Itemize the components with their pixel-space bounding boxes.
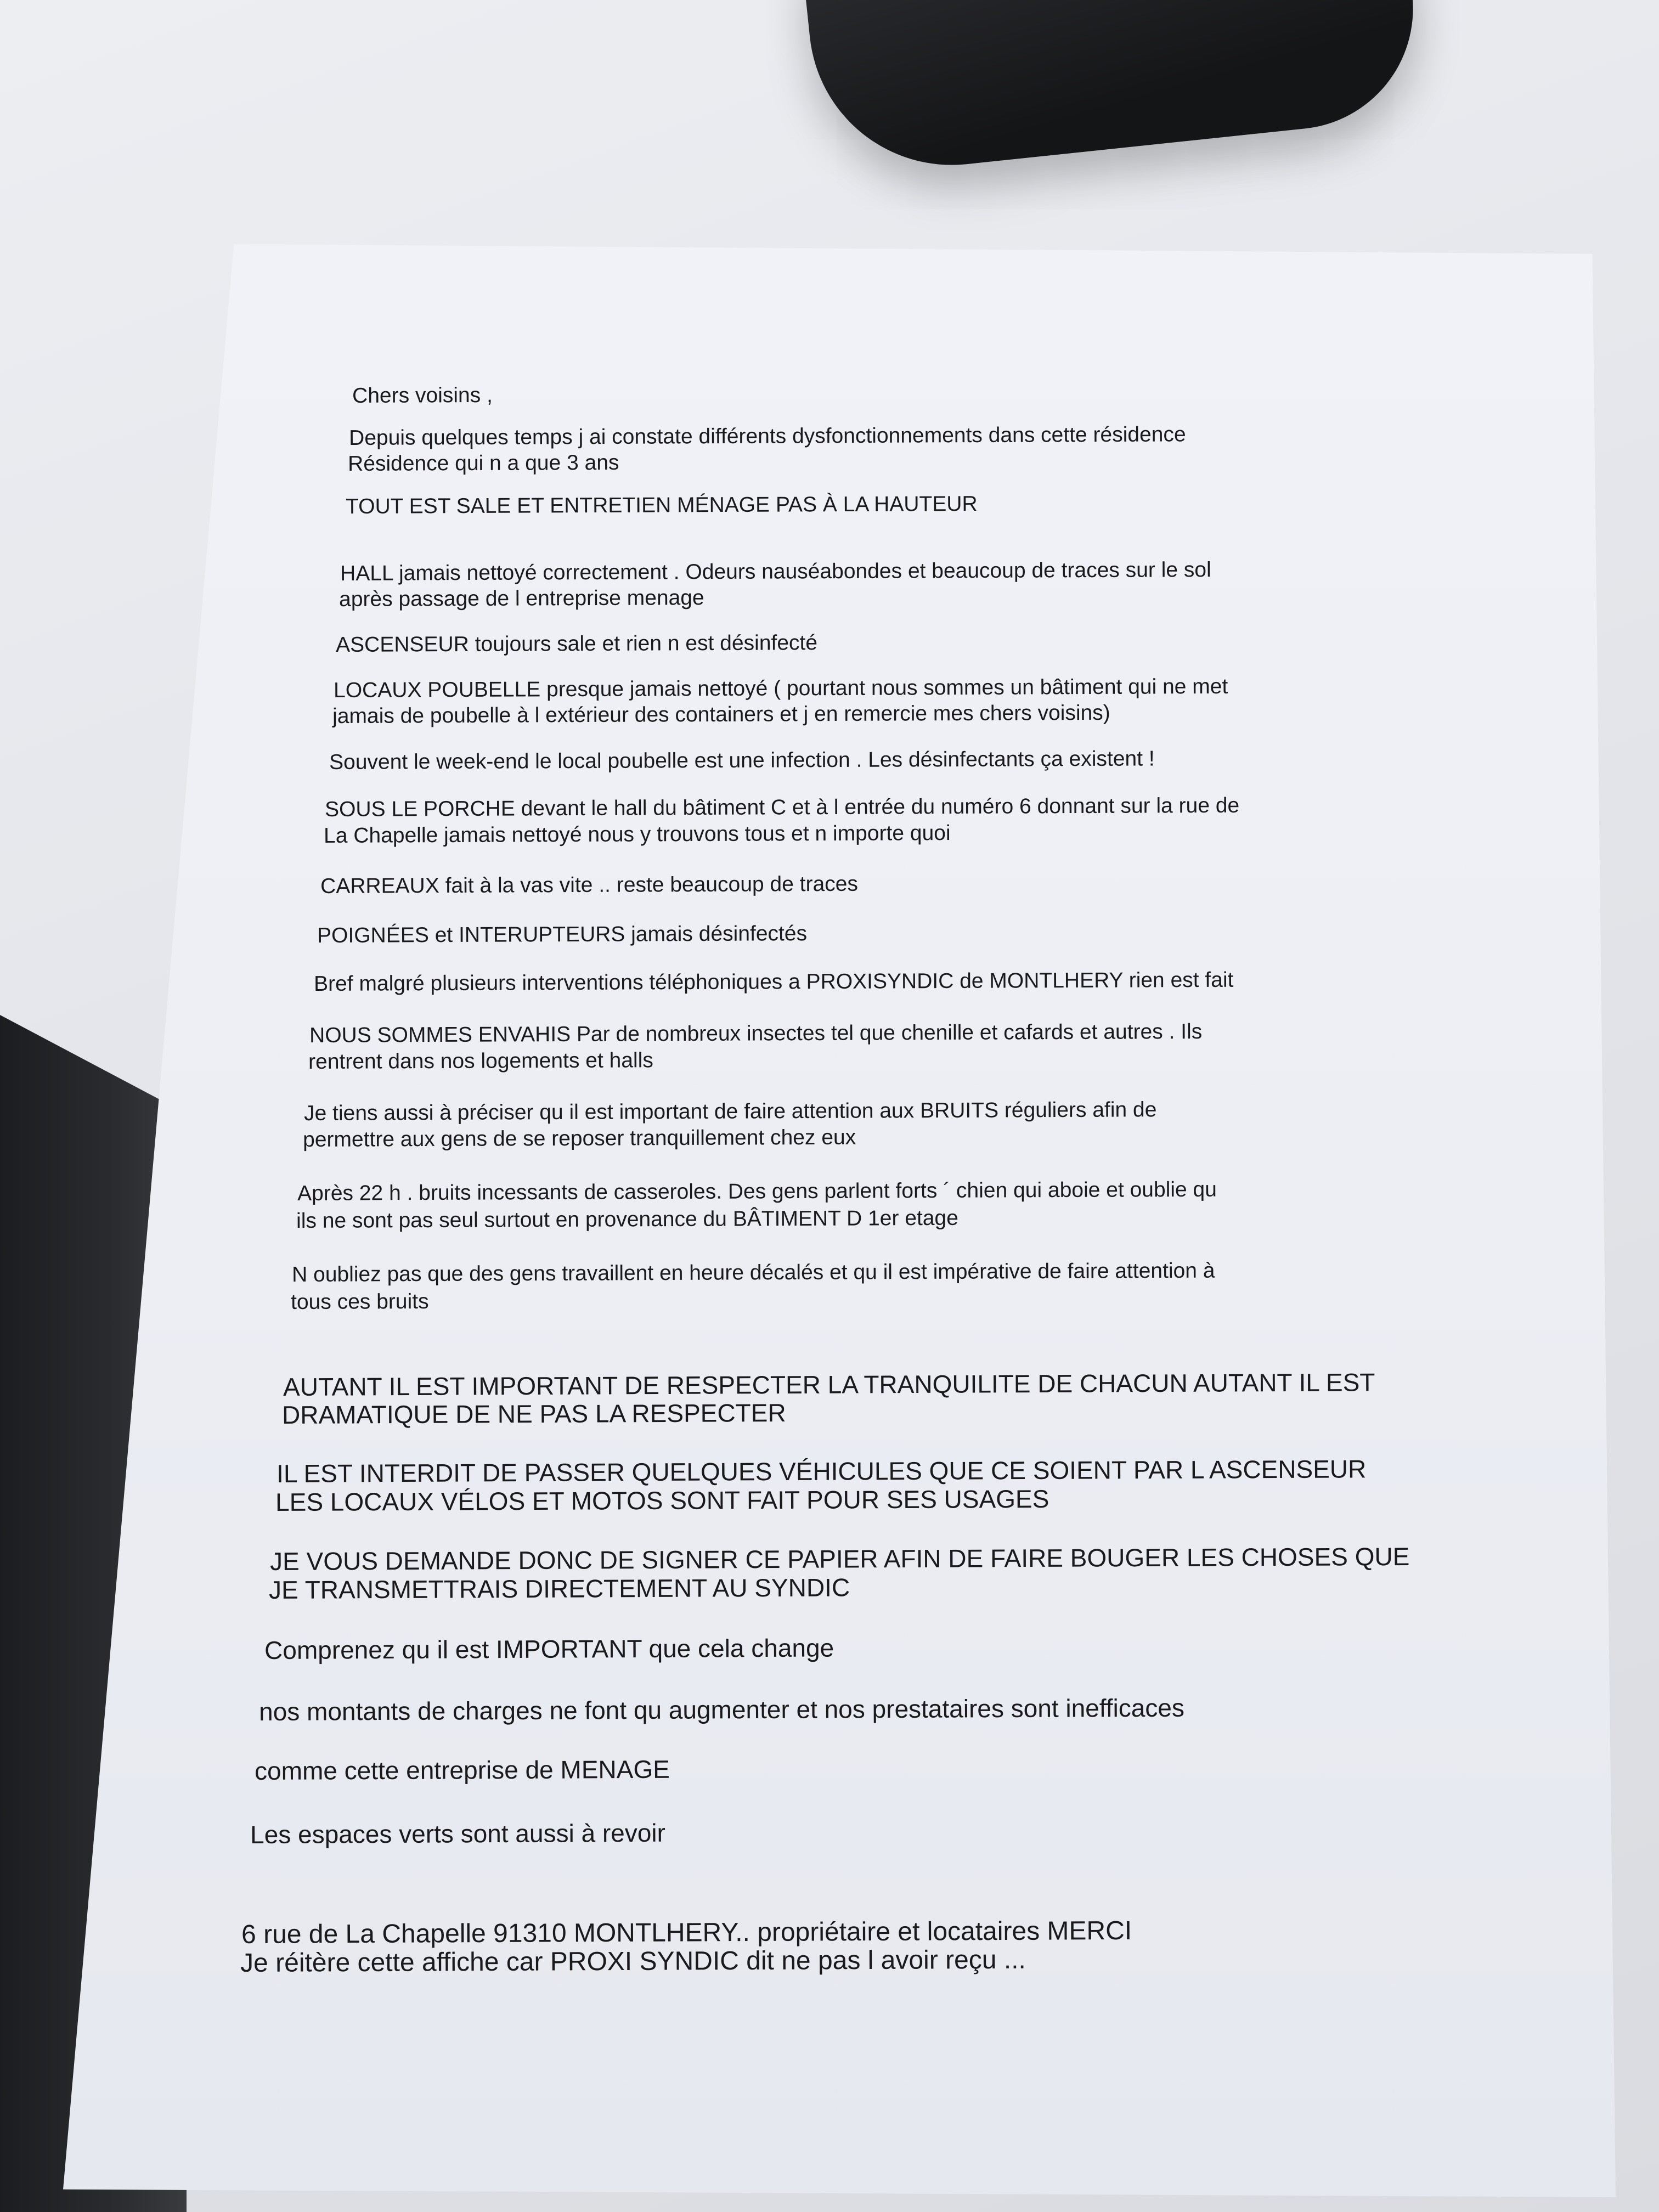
paragraph-line: POIGNÉES et INTERUPTEURS jamais désinfectés bbox=[317, 922, 808, 947]
paragraph-line: NOUS SOMMES ENVAHIS Par de nombreux insectes tel que chenille et cafards et autres . Ils bbox=[309, 1019, 1203, 1047]
paragraph-line: SOUS LE PORCHE devant le hall du bâtiment C et à l entrée du numéro 6 donnant sur la rue de bbox=[325, 793, 1240, 821]
paragraph-line: Je tiens aussi à préciser qu il est important de faire attention aux BRUITS réguliers afin de bbox=[304, 1098, 1157, 1125]
closing-line: Je réitère cette affiche car PROXI SYNDIC dit ne pas l avoir reçu ... bbox=[240, 1945, 1026, 1978]
paragraph-line: IL EST INTERDIT DE PASSER QUELQUES VÉHICULES QUE CE SOIENT PAR L ASCENSEUR bbox=[276, 1454, 1367, 1488]
paragraph-line: Résidence qui n a que 3 ans bbox=[348, 450, 619, 476]
paragraph-line: permettre aux gens de se reposer tranquillement chez eux bbox=[303, 1125, 856, 1152]
paragraph-line: Après 22 h . bruits incessants de casseroles. Des gens parlent forts ´ chien qui aboie et oublie qu bbox=[297, 1177, 1217, 1205]
paragraph-line: rentrent dans nos logements et halls bbox=[308, 1048, 653, 1074]
paragraph-line: Les espaces verts sont aussi à revoir bbox=[250, 1818, 666, 1849]
paragraph-line: CARREAUX fait à la vas vite .. reste beaucoup de traces bbox=[320, 872, 858, 898]
paragraph-line: Comprenez qu il est IMPORTANT que cela change bbox=[264, 1633, 834, 1664]
paragraph-line: Souvent le week-end le local poubelle est une infection . Les désinfectants ça existent ! bbox=[329, 747, 1155, 774]
paragraph-line: Depuis quelques temps j ai constate différents dysfonctionnements dans cette résidence bbox=[349, 422, 1186, 450]
paragraph-line: LOCAUX POUBELLE presque jamais nettoyé ( pourtant nous sommes un bâtiment qui ne met bbox=[334, 674, 1228, 702]
paragraph-line: TOUT EST SALE ET ENTRETIEN MÉNAGE PAS À LA HAUTEUR bbox=[346, 492, 978, 518]
paragraph-line: LES LOCAUX VÉLOS ET MOTOS SONT FAIT POUR SES USAGES bbox=[275, 1484, 1049, 1516]
paragraph-line: ASCENSEUR toujours sale et rien n est désinfecté bbox=[336, 631, 818, 657]
paragraph-line: après passage de l entreprise menage bbox=[339, 586, 704, 611]
greeting: Chers voisins , bbox=[352, 383, 493, 408]
paragraph-line: nos montants de charges ne font qu augmenter et nos prestataires sont inefficaces bbox=[259, 1693, 1185, 1726]
paragraph-line: jamais de poubelle à l extérieur des containers et j en remercie mes chers voisins) bbox=[332, 701, 1110, 728]
paragraph-line: HALL jamais nettoyé correctement . Odeurs nauséabondes et beaucoup de traces sur le sol bbox=[340, 558, 1211, 585]
paragraph-line: JE TRANSMETTRAIS DIRECTEMENT AU SYNDIC bbox=[269, 1573, 850, 1604]
paragraph-line: tous ces bruits bbox=[291, 1289, 429, 1314]
paragraph-line: AUTANT IL EST IMPORTANT DE RESPECTER LA TRANQUILITE DE CHACUN AUTANT IL EST bbox=[283, 1368, 1375, 1401]
paragraph-line: DRAMATIQUE DE NE PAS LA RESPECTER bbox=[282, 1398, 786, 1429]
closing-line: 6 rue de La Chapelle 91310 MONTLHERY.. propriétaire et locataires MERCI bbox=[241, 1916, 1132, 1949]
paragraph-line: ils ne sont pas seul surtout en provenance du BÂTIMENT D 1er etage bbox=[296, 1206, 958, 1233]
paragraph-line: JE VOUS DEMANDE DONC DE SIGNER CE PAPIER AFIN DE FAIRE BOUGER LES CHOSES QUE bbox=[270, 1542, 1410, 1576]
paragraph-line: La Chapelle jamais nettoyé nous y trouvons tous et n importe quoi bbox=[324, 821, 951, 848]
paragraph-line: comme cette entreprise de MENAGE bbox=[255, 1754, 670, 1785]
paragraph-line: N oubliez pas que des gens travaillent en heure décalés et qu il est impérative de faire attention à bbox=[292, 1259, 1215, 1286]
paragraph-line: Bref malgré plusieurs interventions téléphoniques a PROXISYNDIC de MONTLHERY rien est fait bbox=[314, 968, 1234, 996]
